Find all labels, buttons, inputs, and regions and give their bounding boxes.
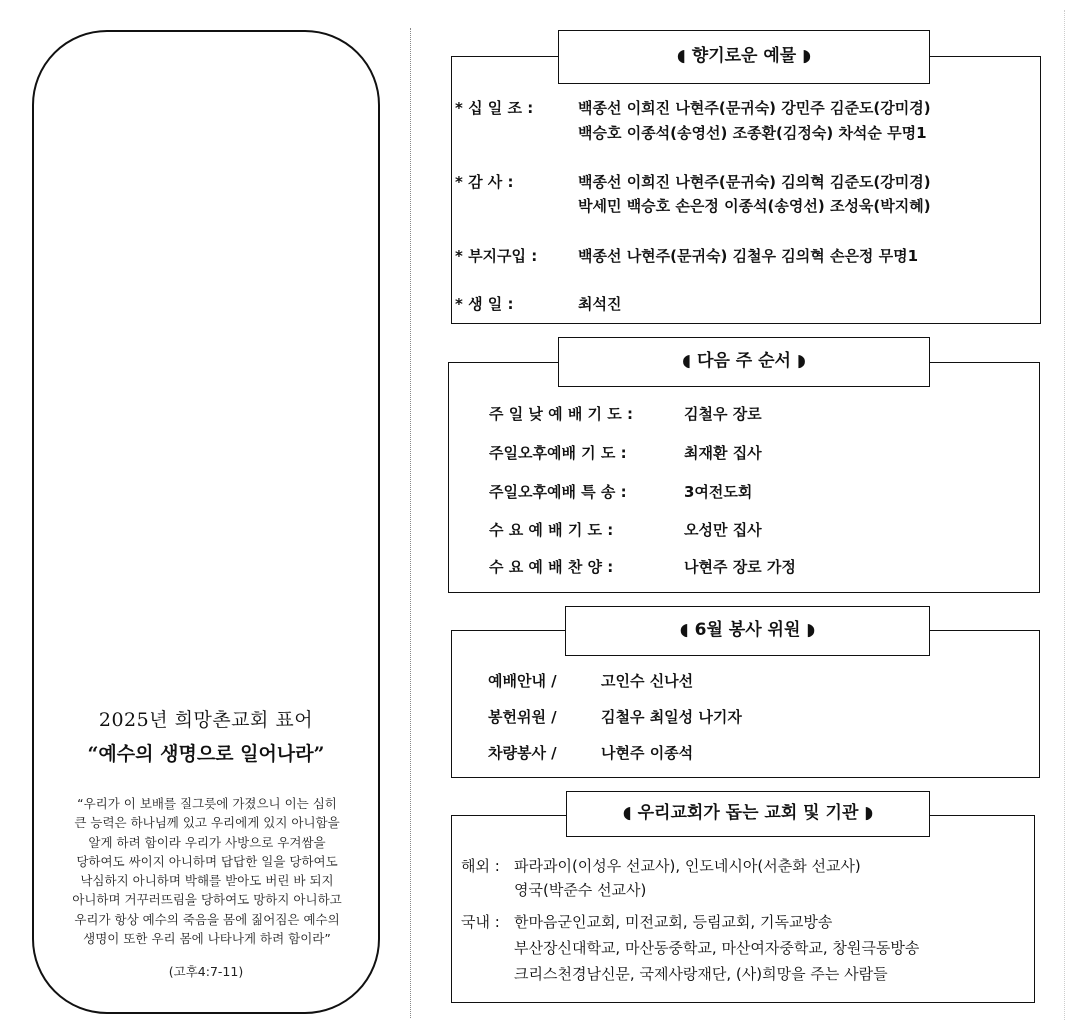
motto-subtitle: “예수의 생명으로 일어나라”	[87, 743, 325, 765]
tithe-names-2: 백승호 이종석(송영선) 조종환(김정숙) 차석순 무명1	[578, 124, 927, 142]
land-names: 백종선 나현주(문귀숙) 김철우 김의혁 손은정 무명1	[578, 247, 919, 265]
verse-line: 당하여도 싸이지 아니하며 답답한 일을 당하여도	[76, 853, 338, 869]
land-label: * 부지구입 :	[455, 247, 538, 265]
service-item-value: 고인수 신나선	[601, 672, 694, 690]
support-title: ◖ 우리교회가 돕는 교회 및 기관 ◗	[566, 791, 930, 837]
service-item-value: 나현주 이종석	[601, 744, 694, 762]
service-item-label: 봉헌위원 /	[488, 708, 557, 726]
next-week-item-label: 주일오후예배 기 도 :	[489, 444, 627, 462]
motto-title: 2025년 희망촌교회 표어	[98, 709, 314, 731]
overseas-line-1: 파라과이(이성우 선교사), 인도네시아(서춘화 선교사)	[514, 857, 861, 875]
thanks-names-2: 박세민 백승호 손은정 이종석(송영선) 조성욱(박지혜)	[578, 197, 931, 215]
verse-line: 생명이 또한 우리 몸에 나타나게 하려 함이라”	[83, 931, 331, 947]
next-week-title: ◖ 다음 주 순서 ◗	[558, 337, 930, 387]
next-week-item-label: 수 요 예 배 기 도 :	[489, 521, 614, 539]
verse-line: 큰 능력은 하나님께 있고 우리에게 있지 아니함을	[74, 815, 340, 831]
service-title: ◖ 6월 봉사 위원 ◗	[565, 606, 930, 656]
thanks-label: * 감 사 :	[455, 173, 514, 191]
domestic-line-1: 한마음군인교회, 미전교회, 등림교회, 기독교방송	[514, 913, 833, 931]
overseas-label: 해외 :	[461, 857, 500, 875]
motto-panel	[32, 30, 380, 1014]
service-item-value: 김철우 최일성 나기자	[601, 708, 742, 726]
verse-line: 우리가 항상 예수의 죽음을 몸에 짊어짐은 예수의	[74, 911, 340, 927]
tithe-names-1: 백종선 이희진 나현주(문귀숙) 강민주 김준도(강미경)	[578, 99, 931, 117]
domestic-label: 국내 :	[461, 913, 500, 931]
service-item-label: 예배안내 /	[488, 672, 557, 690]
verse-line: 낙심하지 아니하며 박해를 받아도 버린 바 되지	[80, 873, 334, 889]
verse-line: 알게 하려 함이라 우리가 사방으로 우겨쌈을	[88, 834, 326, 850]
offering-title: ◖ 향기로운 예물 ◗	[558, 30, 930, 84]
verse-line: 아니하며 거꾸러뜨림을 당하여도 망하지 아니하고	[72, 892, 342, 908]
thanks-names-1: 백종선 이희진 나현주(문귀숙) 김의혁 김준도(강미경)	[578, 173, 931, 191]
overseas-line-2: 영국(박준수 선교사)	[514, 881, 647, 899]
next-week-item-value: 3여전도회	[684, 483, 753, 501]
domestic-line-3: 크리스천경남신문, 국제사랑재단, (사)희망을 주는 사람들	[514, 965, 888, 983]
next-week-item-label: 주 일 낮 예 배 기 도 :	[489, 405, 633, 423]
verse-reference: (고후4:7-11)	[168, 964, 244, 979]
verse-line: “우리가 이 보배를 질그릇에 가졌으니 이는 심히	[77, 796, 337, 811]
next-week-item-value: 최재환 집사	[684, 444, 762, 462]
page-edge-line	[1064, 10, 1065, 1020]
next-week-item-value: 나현주 장로 가정	[684, 558, 796, 576]
next-week-item-label: 수 요 예 배 찬 양 :	[489, 558, 614, 576]
domestic-line-2: 부산장신대학교, 마산동중학교, 마산여자중학교, 창원극동방송	[514, 939, 920, 957]
birthday-names: 최석진	[578, 295, 622, 313]
fold-divider	[410, 28, 411, 1018]
tithe-label: * 십 일 조 :	[455, 99, 534, 117]
service-item-label: 차량봉사 /	[488, 744, 557, 762]
next-week-item-value: 김철우 장로	[684, 405, 762, 423]
next-week-item-value: 오성만 집사	[684, 521, 762, 539]
bible-verse	[40, 794, 374, 948]
next-week-item-label: 주일오후예배 특 송 :	[489, 483, 627, 501]
birthday-label: * 생 일 :	[455, 295, 514, 313]
